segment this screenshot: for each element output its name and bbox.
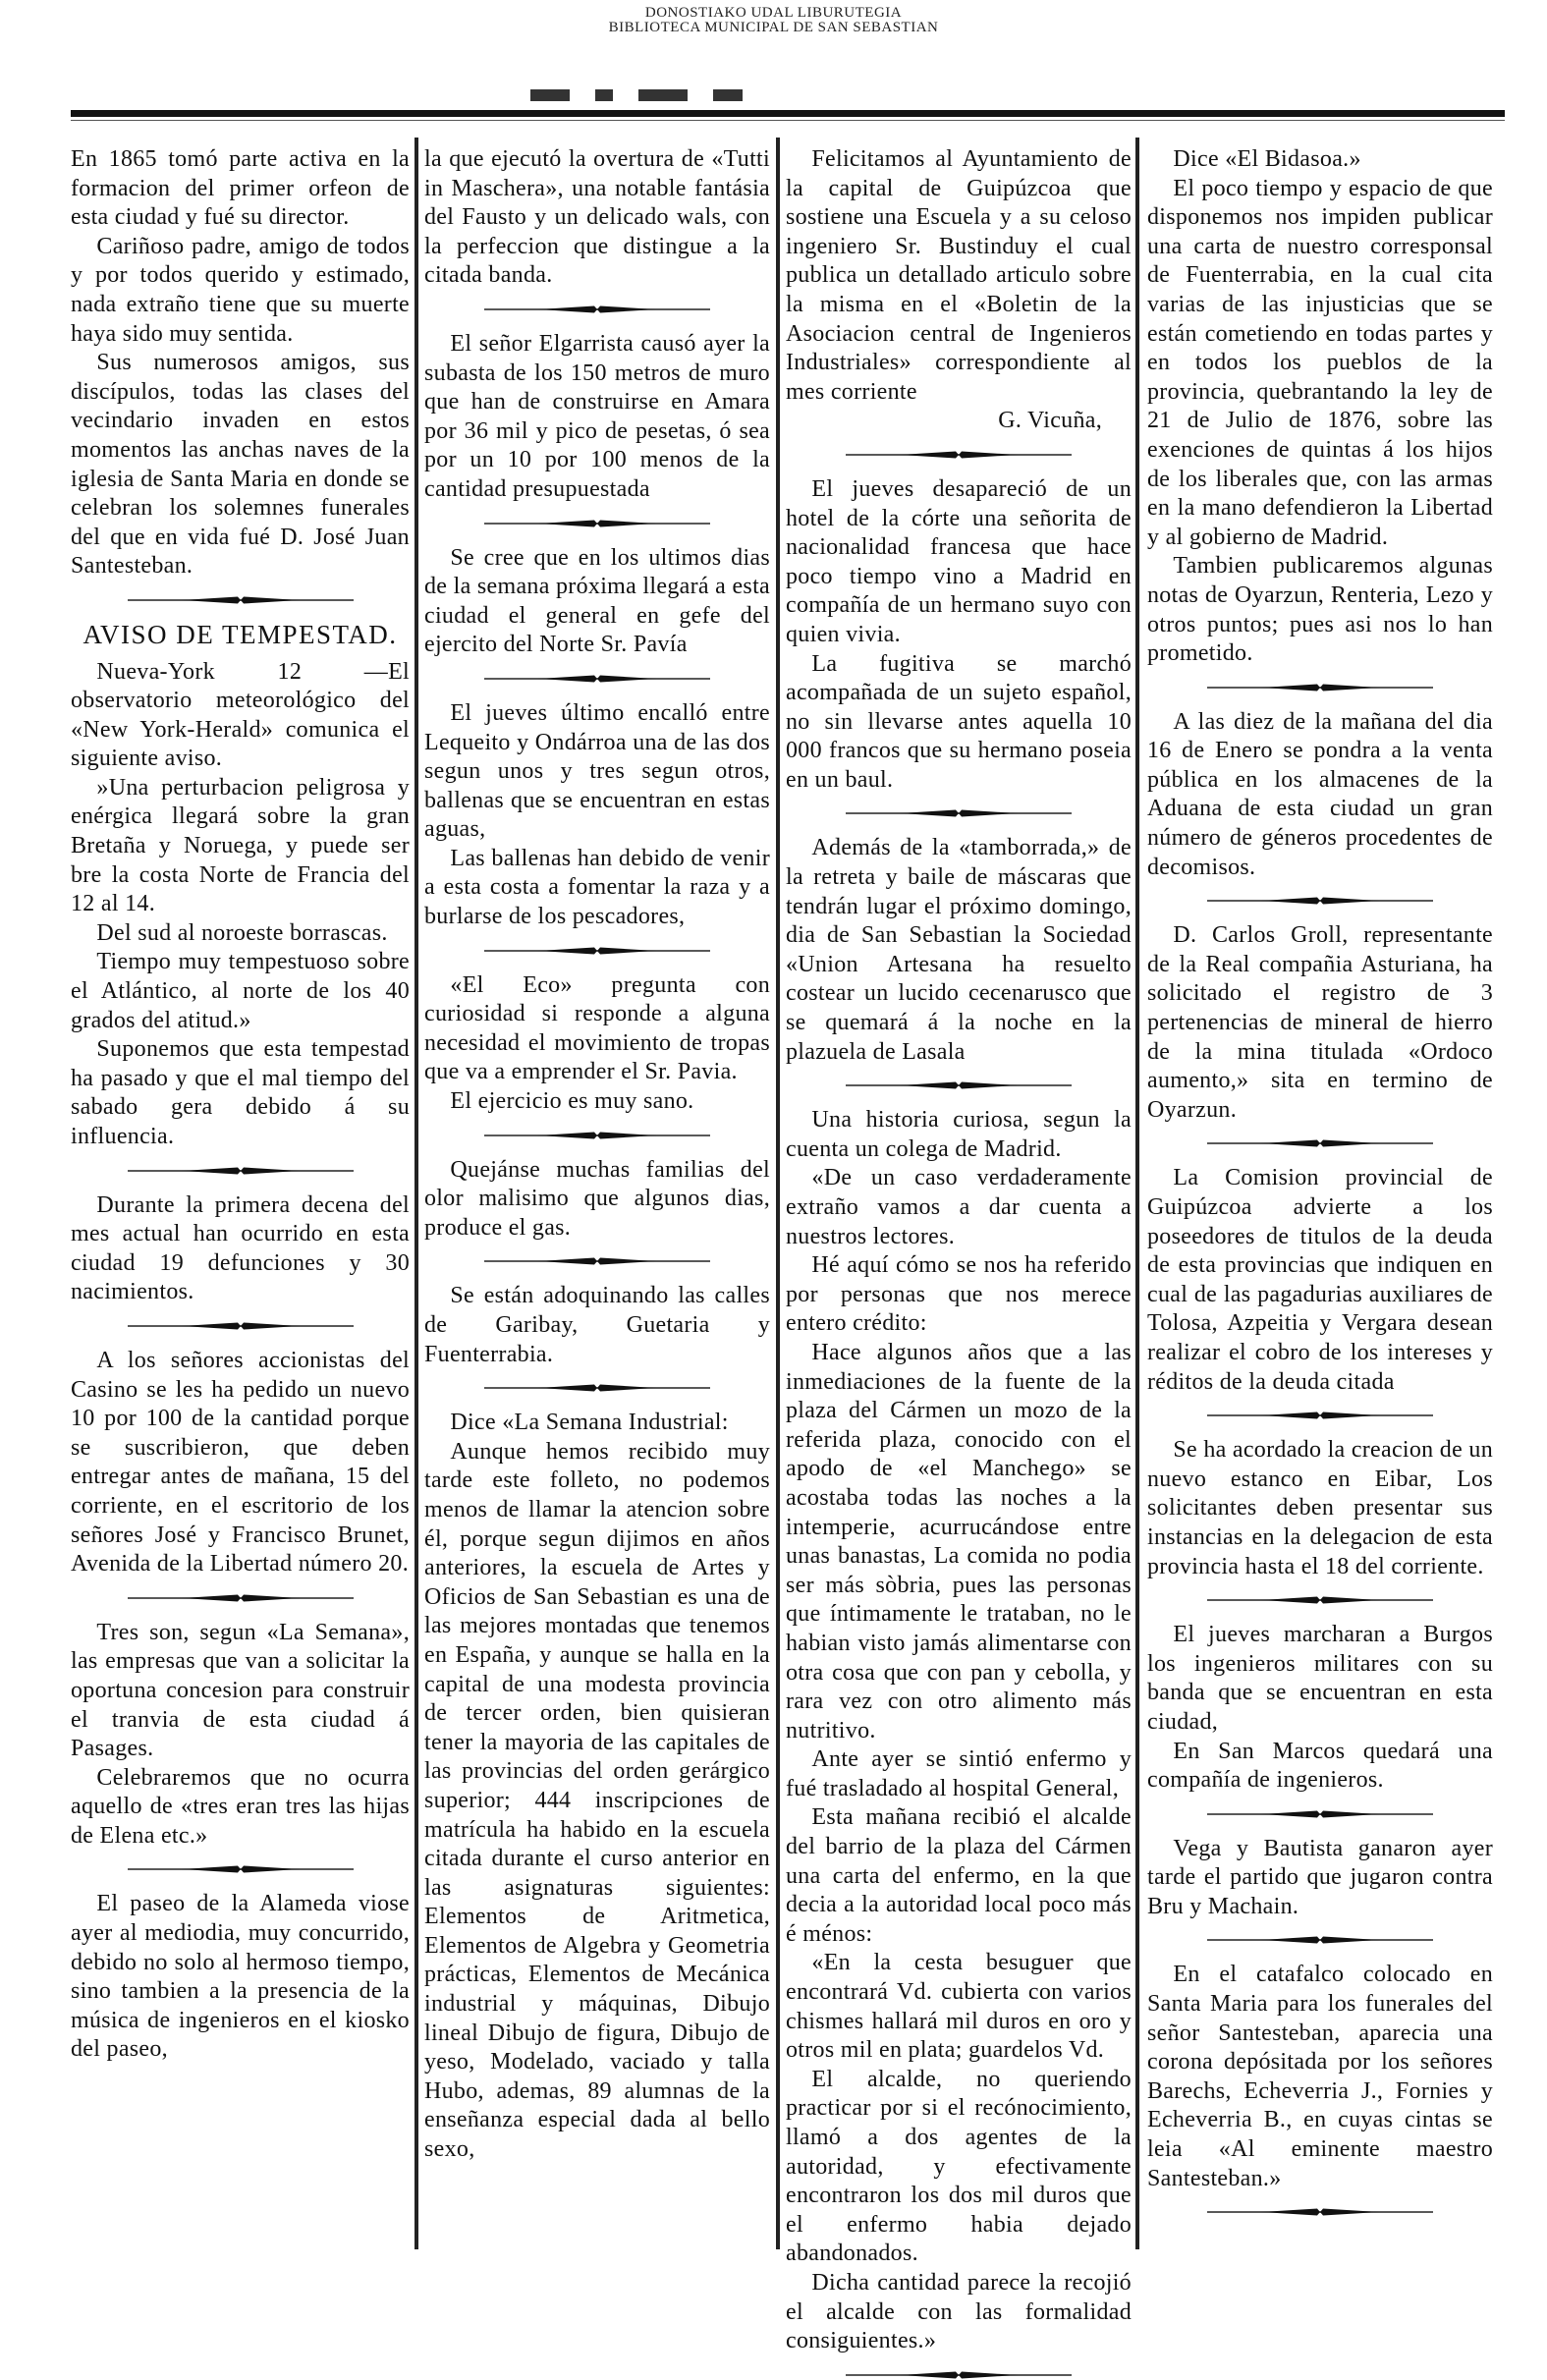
ornament-divider (484, 304, 710, 314)
ornament-divider (1207, 1138, 1433, 1148)
article-paragraph: Aunque hemos recibido muy tarde este folleto, no podemos menos de llamar la atencion sobre él, porque segun dijimos en años anteriores, la escuela de Artes y Oficios de San Sebastian es una de las mejores montadas que tenemos en España, y aunque se halla en la capital de una modesta provincia de tercer orden, bien quisieran tener la mayoria de las capitales de las provincias del orden gerárgico superior; 444 inscripciones de matrícula ha habido en la escuela citada durante el curso anterior en las asignaturas siguientes: Elementos de Aritmetica, Elementos de Algebra y Geometria prácticas, Elementos de Mecánica industrial y máquinas, Dibujo lineal Dibujo de figura, Dibujo de yeso, Modelado, vaciado y talla Hubo, ademas, 89 alumnas de la enseñanza especial dada al bello sexo, (424, 1438, 770, 2163)
column-1 (71, 145, 410, 2257)
article-paragraph: «En la cesta besuguer que encontrará Vd. cubierta con varios chismes hallará mil duros en oro y otros mil en plata; guardelos Vd. (786, 1950, 1132, 2064)
article-paragraph: El ejercicio es muy sano. (450, 1088, 694, 1115)
article-paragraph: Se están adoquinando las calles de Garibay, Guetaria y Fuenterrabia. (424, 1283, 770, 1367)
ornament-divider (128, 1864, 354, 1874)
article-paragraph: Tambien publicaremos algunas notas de Oyarzun, Renteria, Lezo y otros puntos; pues asi nos lo han prometido. (1147, 553, 1493, 667)
article-paragraph: La Comision provincial de Guipúzcoa advierte a los poseedores de titulos de la deuda de esta provincias que indiquen en cual de las pagadurias auxiliares de Tolosa, Azpeitia y Vergara desean realizar el cobro de los intereses y réditos de la deuda citada (1147, 1165, 1493, 1395)
article-paragraph: En el catafalco colocado en Santa Maria para los funerales del señor Santesteban, aparecia una corona depósitada por los señores Barechs, Echeverria J., Fornies y Echeverria B., en cuyas cintas se leia «Al eminente maestro Santesteban.» (1147, 1962, 1493, 2191)
article-title: AVISO DE TEMPESTAD. (83, 619, 398, 649)
ornament-divider (484, 1256, 710, 1266)
article-paragraph: Tres son, segun «La Semana», las empresas que van a solicitar la oportuna concesion para construir el tranvia de esta ciudad á Pasages. (71, 1619, 410, 1762)
library-header-line2: BIBLIOTECA MUNICIPAL DE SAN SEBASTIAN (608, 20, 939, 35)
ornament-divider (484, 946, 710, 956)
article-paragraph: Se cree que en los ultimos dias de la semana próxima llegará a esta ciudad el general en gefe del ejercito del Norte Sr. Pavía (424, 544, 770, 658)
article-paragraph: El paseo de la Alameda viose ayer al mediodia, muy concurrido, debido no solo al hermoso tiempo, sino tambien a la presencia de la música de ingenieros en el kiosko del paseo, (71, 1891, 410, 2063)
article-paragraph: Hé aquí cómo se nos ha referido por personas que nos merece entero crédito: (786, 1252, 1132, 1337)
article-paragraph: La fugitiva se marchó acompañada de un sujeto español, no sin llevarse antes aquella 10 000 francos que su hermano poseia en un baul. (786, 650, 1132, 793)
article-paragraph: A las diez de la mañana del dia 16 de Enero se pondra a la venta pública en los almacenes de la Aduana de esta ciudad un gran número de géneros procedentes de decomisos. (1147, 708, 1493, 880)
column-3 (786, 145, 1132, 2354)
column-rule (1135, 138, 1139, 2249)
article-paragraph: Esta mañana recibió el alcalde del barrio de la plaza del Cármen una carta del enfermo, en la que decia a la autoridad local poco más é ménos: (786, 1804, 1132, 1947)
ornament-divider (128, 1166, 354, 1176)
article-paragraph: Tiempo muy tempestuoso sobre el Atlántico, al norte de los 40 grados del atitud.» (71, 949, 410, 1033)
masthead-illegible (530, 86, 904, 102)
article-paragraph: Nueva-York 12 —El observatorio meteorológico del «New York-Herald» comunica el siguiente aviso. (71, 658, 410, 772)
article-paragraph: Dice «El Bidasoa.» (1173, 146, 1361, 172)
article-paragraph: Felicitamos al Ayuntamiento de la capital de Guipúzcoa que sostiene una Escuela y a su celoso ingeniero Sr. Bustinduy el cual publica un detallado articulo sobre la misma en el «Boletin de la Asociacion central de Ingenieros Industriales» correspondiente al mes corriente (786, 146, 1132, 405)
article-paragraph: D. Carlos Groll, representante de la Real compañia Asturiana, ha solicitado el registro de 3 pertenencias de mineral de hierro de la mina titulada «Ordoco aumento,» sita en termino de Oyarzun. (1147, 922, 1493, 1123)
ornament-divider (484, 519, 710, 528)
article-paragraph: A los señores accionistas del Casino se les ha pedido un nuevo 10 por 100 de la cantidad porque se suscribieron, que deben entregar antes de mañana, 15 del corriente, en el escritorio de los señores José y Francisco Brunet, Avenida de la Libertad número 20. (71, 1347, 410, 1577)
column-rule (776, 138, 780, 2249)
ornament-divider (846, 808, 1072, 818)
article-paragraph: «De un caso verdaderamente extraño vamos a dar cuenta a nuestros lectores. (786, 1165, 1132, 1249)
ornament-divider (484, 674, 710, 684)
article-signature: G. Vicuña, (998, 408, 1102, 434)
top-rule-thin (71, 120, 1505, 121)
article-paragraph: Ante ayer se sintió enfermo y fué trasladado al hospital General, (786, 1746, 1132, 1801)
library-header-line1: DONOSTIAKO UDAL LIBURUTEGIA (644, 5, 903, 21)
article-paragraph: En 1865 tomó parte activa en la formacion del primer orfeon de esta ciudad y fué su director. (71, 146, 410, 231)
ornament-divider (1207, 1411, 1433, 1420)
article-paragraph: Hace algunos años que a las inmediaciones de la fuente de la plaza del Cármen un mozo de la referida plaza, conocido con el apodo de «el Manchego» se acostaba todas las noches a la intemperie, acurrucándose entre unas banastas, La comida no podia ser más sòbria, pues las personas que íntimamente le trataban, no le habian visto jamás alimentarse con otra cosa que con pan y cebolla, y rara vez con otro alimento más nutritivo. (786, 1339, 1132, 1743)
ornament-divider (1207, 683, 1433, 692)
article-paragraph: Una historia curiosa, segun la cuenta un colega de Madrid. (786, 1107, 1132, 1162)
article-paragraph: »Una perturbacion peligrosa y enérgica llegará sobre la gran Bretaña y Noruega, y puede ser bre la costa Norte de Francia del 12 al 14. (71, 774, 410, 917)
article-paragraph: Cariñoso padre, amigo de todos y por todos querido y estimado, nada extraño tiene que su muerte haya sido muy sentida. (71, 233, 410, 347)
column-4 (1147, 145, 1493, 2257)
ornament-divider (1207, 896, 1433, 906)
ornament-divider (846, 1080, 1072, 1090)
article-paragraph: Celebraremos que no ocurra aquello de «tres eran tres las hijas de Elena etc.» (71, 1764, 410, 1849)
article-paragraph: la que ejecutó la overtura de «Tutti in Maschera», una notable fantásia del Fausto y un delicado wals, con la perfeccion que distingue a la citada banda. (424, 146, 770, 289)
ornament-divider (1207, 1595, 1433, 1605)
article-paragraph: Suponemos que esta tempestad ha pasado y que el mal tiempo del sabado gera debido á su influencia. (71, 1036, 410, 1149)
article-paragraph: Las ballenas han debido de venir a esta costa a fomentar la raza y a burlarse de los pescadores, (424, 845, 770, 930)
article-paragraph: Dicha cantidad parece la recojió el alcalde con las formalidad consiguientes.» (786, 2269, 1132, 2354)
column-2 (424, 145, 770, 2257)
article-paragraph: Sus numerosos amigos, sus discípulos, todas las clases del vecindario invaden en estos momentos las anchas naves de la iglesia de Santa Maria en donde se celebran los solemnes funerales del que en vida fué D. José Juan Santesteban. (71, 350, 410, 580)
column-rule (414, 138, 418, 2249)
article-paragraph: Quejánse muchas familias del olor malisimo que algunos dias, produce el gas. (424, 1156, 770, 1241)
article-paragraph: El jueves último encalló entre Lequeito y Ondárroa una de las dos segun unos y tres segun otros, ballenas que se encuentran en estas aguas, (424, 699, 770, 843)
article-paragraph: El jueves marcharan a Burgos los ingenieros militares con su banda que se encuentran en esta ciudad, (1147, 1622, 1493, 1735)
article-paragraph: «El Eco» pregunta con curiosidad si responde a alguna necesidad el movimiento de tropas que va a emprender el Sr. Pavia. (424, 971, 770, 1085)
ornament-divider (128, 1593, 354, 1603)
ornament-divider (1207, 1809, 1433, 1819)
ornament-divider (1207, 1935, 1433, 1945)
article-paragraph: Se ha acordado la creacion de un nuevo estanco en Eibar, Los solicitantes deben presentar sus instancias en la delegacion de esta provincia hasta el 18 del corriente. (1147, 1437, 1493, 1579)
top-rule (71, 110, 1505, 117)
article-paragraph: Vega y Bautista ganaron ayer tarde el partido que jugaron contra Bru y Machain. (1147, 1835, 1493, 1919)
article-paragraph: Además de la «tamborrada,» de la retreta y baile de máscaras que tendrán lugar el próximo domingo, dia de San Sebastian la Sociedad «Union Artesana ha resuelto costear un lucido cecenarusco que se quemará á la noche en la plazuela de Lasala (786, 835, 1132, 1065)
ornament-divider (484, 1383, 710, 1393)
article-paragraph: El señor Elgarrista causó ayer la subasta de los 150 metros de muro que han de construirse en Amara por 36 mil y pico de pesetas, ó sea por un 10 por 100 menos de la cantidad presupuestada (424, 330, 770, 502)
library-header (0, 6, 1547, 35)
article-paragraph: El alcalde, no queriendo practicar por si el recónocimiento, llamó a dos agentes de la autoridad, y efectivamente encontraron los dos mil duros que el enfermo habia dejado abandonados. (786, 2066, 1132, 2267)
article-paragraph: Durante la primera decena del mes actual han ocurrido en esta ciudad 19 defunciones y 30 nacimientos. (71, 1191, 410, 1305)
ornament-divider (128, 595, 354, 605)
ornament-divider (846, 2370, 1072, 2380)
article-paragraph: El poco tiempo y espacio de que disponemos nos impiden publicar una carta de nuestro corresponsal de Fuenterrabia, en la cual cita varias de las injusticias que se están cometiendo en todas partes y en todos los pueblos de la provincia, quebrantando la ley de 21 de Julio de 1876, sobre las exenciones de quintas á los hijos de los liberales que, con las armas en la mano defendieron la Libertad y al gobierno de Madrid. (1147, 175, 1493, 550)
ornament-divider (1207, 2207, 1433, 2217)
article-paragraph: Del sud al noroeste borrascas. (96, 919, 388, 946)
ornament-divider (846, 450, 1072, 460)
article-paragraph: En San Marcos quedará una compañía de ingenieros. (1147, 1738, 1493, 1794)
article-paragraph: El jueves desapareció de un hotel de la córte una señorita de nacionalidad francesa que hace poco tiempo vino a Madrid en compañía de un hermano suyo con quien vivia. (786, 475, 1132, 647)
article-paragraph: Dice «La Semana Industrial: (450, 1410, 729, 1436)
ornament-divider (128, 1321, 354, 1331)
ornament-divider (484, 1131, 710, 1140)
